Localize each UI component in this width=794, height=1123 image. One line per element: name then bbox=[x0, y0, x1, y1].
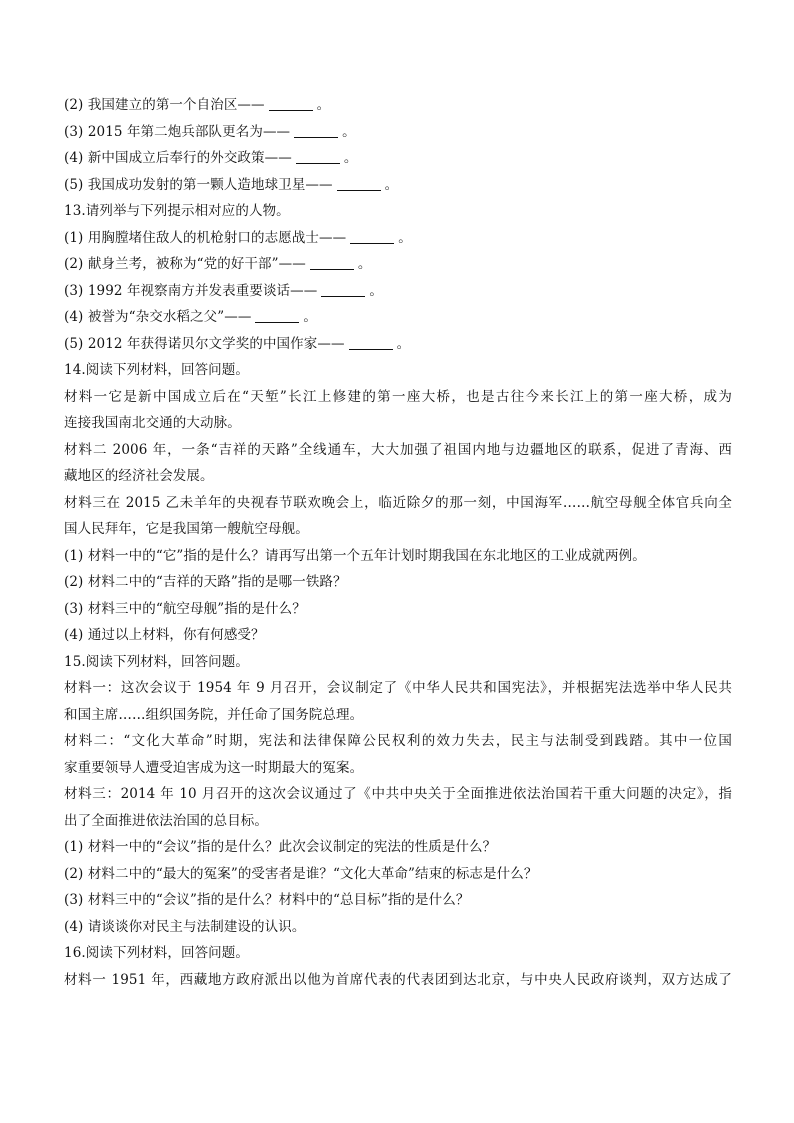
document-content bbox=[64, 92, 732, 993]
q15-material-3-line-2: 出了全面推进依法治国的总目标。 bbox=[64, 812, 268, 829]
q14-material-1-line-2: 连接我国南北交通的大动脉。 bbox=[64, 415, 241, 431]
q13-item-4: (4) 被誉为“杂交水稻之父”—— 。 bbox=[64, 309, 318, 325]
answer-blank[interactable] bbox=[350, 229, 394, 244]
answer-blank[interactable] bbox=[294, 123, 338, 138]
answer-blank[interactable] bbox=[310, 255, 354, 270]
q12-item-5: (5) 我国成功发射的第一颗人造地球卫星—— 。 bbox=[64, 176, 399, 193]
q12-item-3: (3) 2015 年第二炮兵部队更名为—— 。 bbox=[64, 123, 356, 140]
q14-material-1-line-1: 材料一它是新中国成立后在“天堑”长江上修建的第一座大桥，也是古往今来长江上的第一座大桥，成为 bbox=[64, 388, 732, 405]
answer-blank[interactable] bbox=[296, 149, 340, 164]
q14-material-2-line-2: 藏地区的经济社会发展。 bbox=[64, 468, 214, 484]
answer-blank[interactable] bbox=[255, 308, 299, 323]
answer-blank[interactable] bbox=[269, 96, 313, 111]
q15-material-1-line-1: 材料一：这次会议于 1954 年 9 月召开，会议制定了《中华人民共和国宪法》，并根据宪法选举中华人民共 bbox=[64, 680, 732, 696]
q13-item-3: (3) 1992 年视察南方并发表重要谈话—— 。 bbox=[64, 282, 383, 299]
q14-material-3-line-2: 国人民拜年，它是我国第一艘航空母舰。 bbox=[64, 521, 309, 537]
q14-material-3-line-1: 材料三在 2015 乙未羊年的央视春节联欢晚会上，临近除夕的那一刻，中国海军……航空母舰全体官兵向全 bbox=[64, 494, 732, 511]
q15-material-1-line-2: 和国主席……组织国务院，并任命了国务院总理。 bbox=[64, 706, 364, 723]
q16-title: 16.阅读下列材料，回答问题。 bbox=[64, 945, 249, 961]
q14-question-1: (1) 材料一中的“它”指的是什么？请再写出第一个五年计划时期我国在东北地区的工业成就两例。 bbox=[64, 547, 646, 564]
q15-material-2-line-1: 材料二：“文化大革命”时期，宪法和法律保障公民权利的效力失去，民主与法制受到践踏。其中一位国 bbox=[64, 733, 732, 749]
answer-blank[interactable] bbox=[349, 335, 393, 350]
q13-title: 13.请列举与下列提示相对应的人物。 bbox=[64, 203, 290, 219]
q14-question-3: (3) 材料三中的“航空母舰”指的是什么？ bbox=[64, 600, 306, 617]
q13-item-5: (5) 2012 年获得诺贝尔文学奖的中国作家—— 。 bbox=[64, 335, 411, 352]
q15-question-2: (2) 材料二中的“最大的冤案”的受害者是谁？“文化大革命”结束的标志是什么？ bbox=[64, 865, 538, 882]
answer-blank[interactable] bbox=[337, 176, 381, 191]
q14-question-2: (2) 材料二中的“吉祥的天路”指的是哪一铁路？ bbox=[64, 574, 347, 590]
q12-item-4: (4) 新中国成立后奉行的外交政策—— 。 bbox=[64, 150, 358, 166]
q13-item-1: (1) 用胸膛堵住敌人的机枪射口的志愿战士—— 。 bbox=[64, 229, 412, 246]
q15-material-3-line-1: 材料三：2014 年 10 月召开的这次会议通过了《中共中央关于全面推进依法治国若干重大问题的决定》，指 bbox=[64, 786, 732, 802]
q14-material-2-line-1: 材料二 2006 年，一条“吉祥的天路”全线通车，大大加强了祖国内地与边疆地区的联系，促进了青海、西 bbox=[64, 441, 732, 458]
q13-item-2: (2) 献身兰考，被称为“党的好干部”—— 。 bbox=[64, 256, 372, 272]
q15-question-3: (3) 材料三中的“会议”指的是什么？材料中的“总目标”指的是什么？ bbox=[64, 892, 470, 908]
q15-question-1: (1) 材料一中的“会议”指的是什么？此次会议制定的宪法的性质是什么？ bbox=[64, 839, 497, 855]
q15-question-4: (4) 请谈谈你对民主与法制建设的认识。 bbox=[64, 918, 306, 935]
answer-blank[interactable] bbox=[321, 282, 365, 297]
q15-material-2-line-2: 家重要领导人遭受迫害成为这一时期最大的冤案。 bbox=[64, 759, 364, 776]
q15-title: 15.阅读下列材料，回答问题。 bbox=[64, 653, 249, 670]
q12-item-2: (2) 我国建立的第一个自治区—— 。 bbox=[64, 97, 331, 113]
q14-title: 14.阅读下列材料，回答问题。 bbox=[64, 362, 249, 378]
q16-material-1-line-1: 材料一 1951 年，西藏地方政府派出以他为首席代表的代表团到达北京，与中央人民政府谈判，双方达成了 bbox=[64, 971, 732, 988]
q14-question-4: (4) 通过以上材料，你有何感受？ bbox=[64, 627, 265, 643]
